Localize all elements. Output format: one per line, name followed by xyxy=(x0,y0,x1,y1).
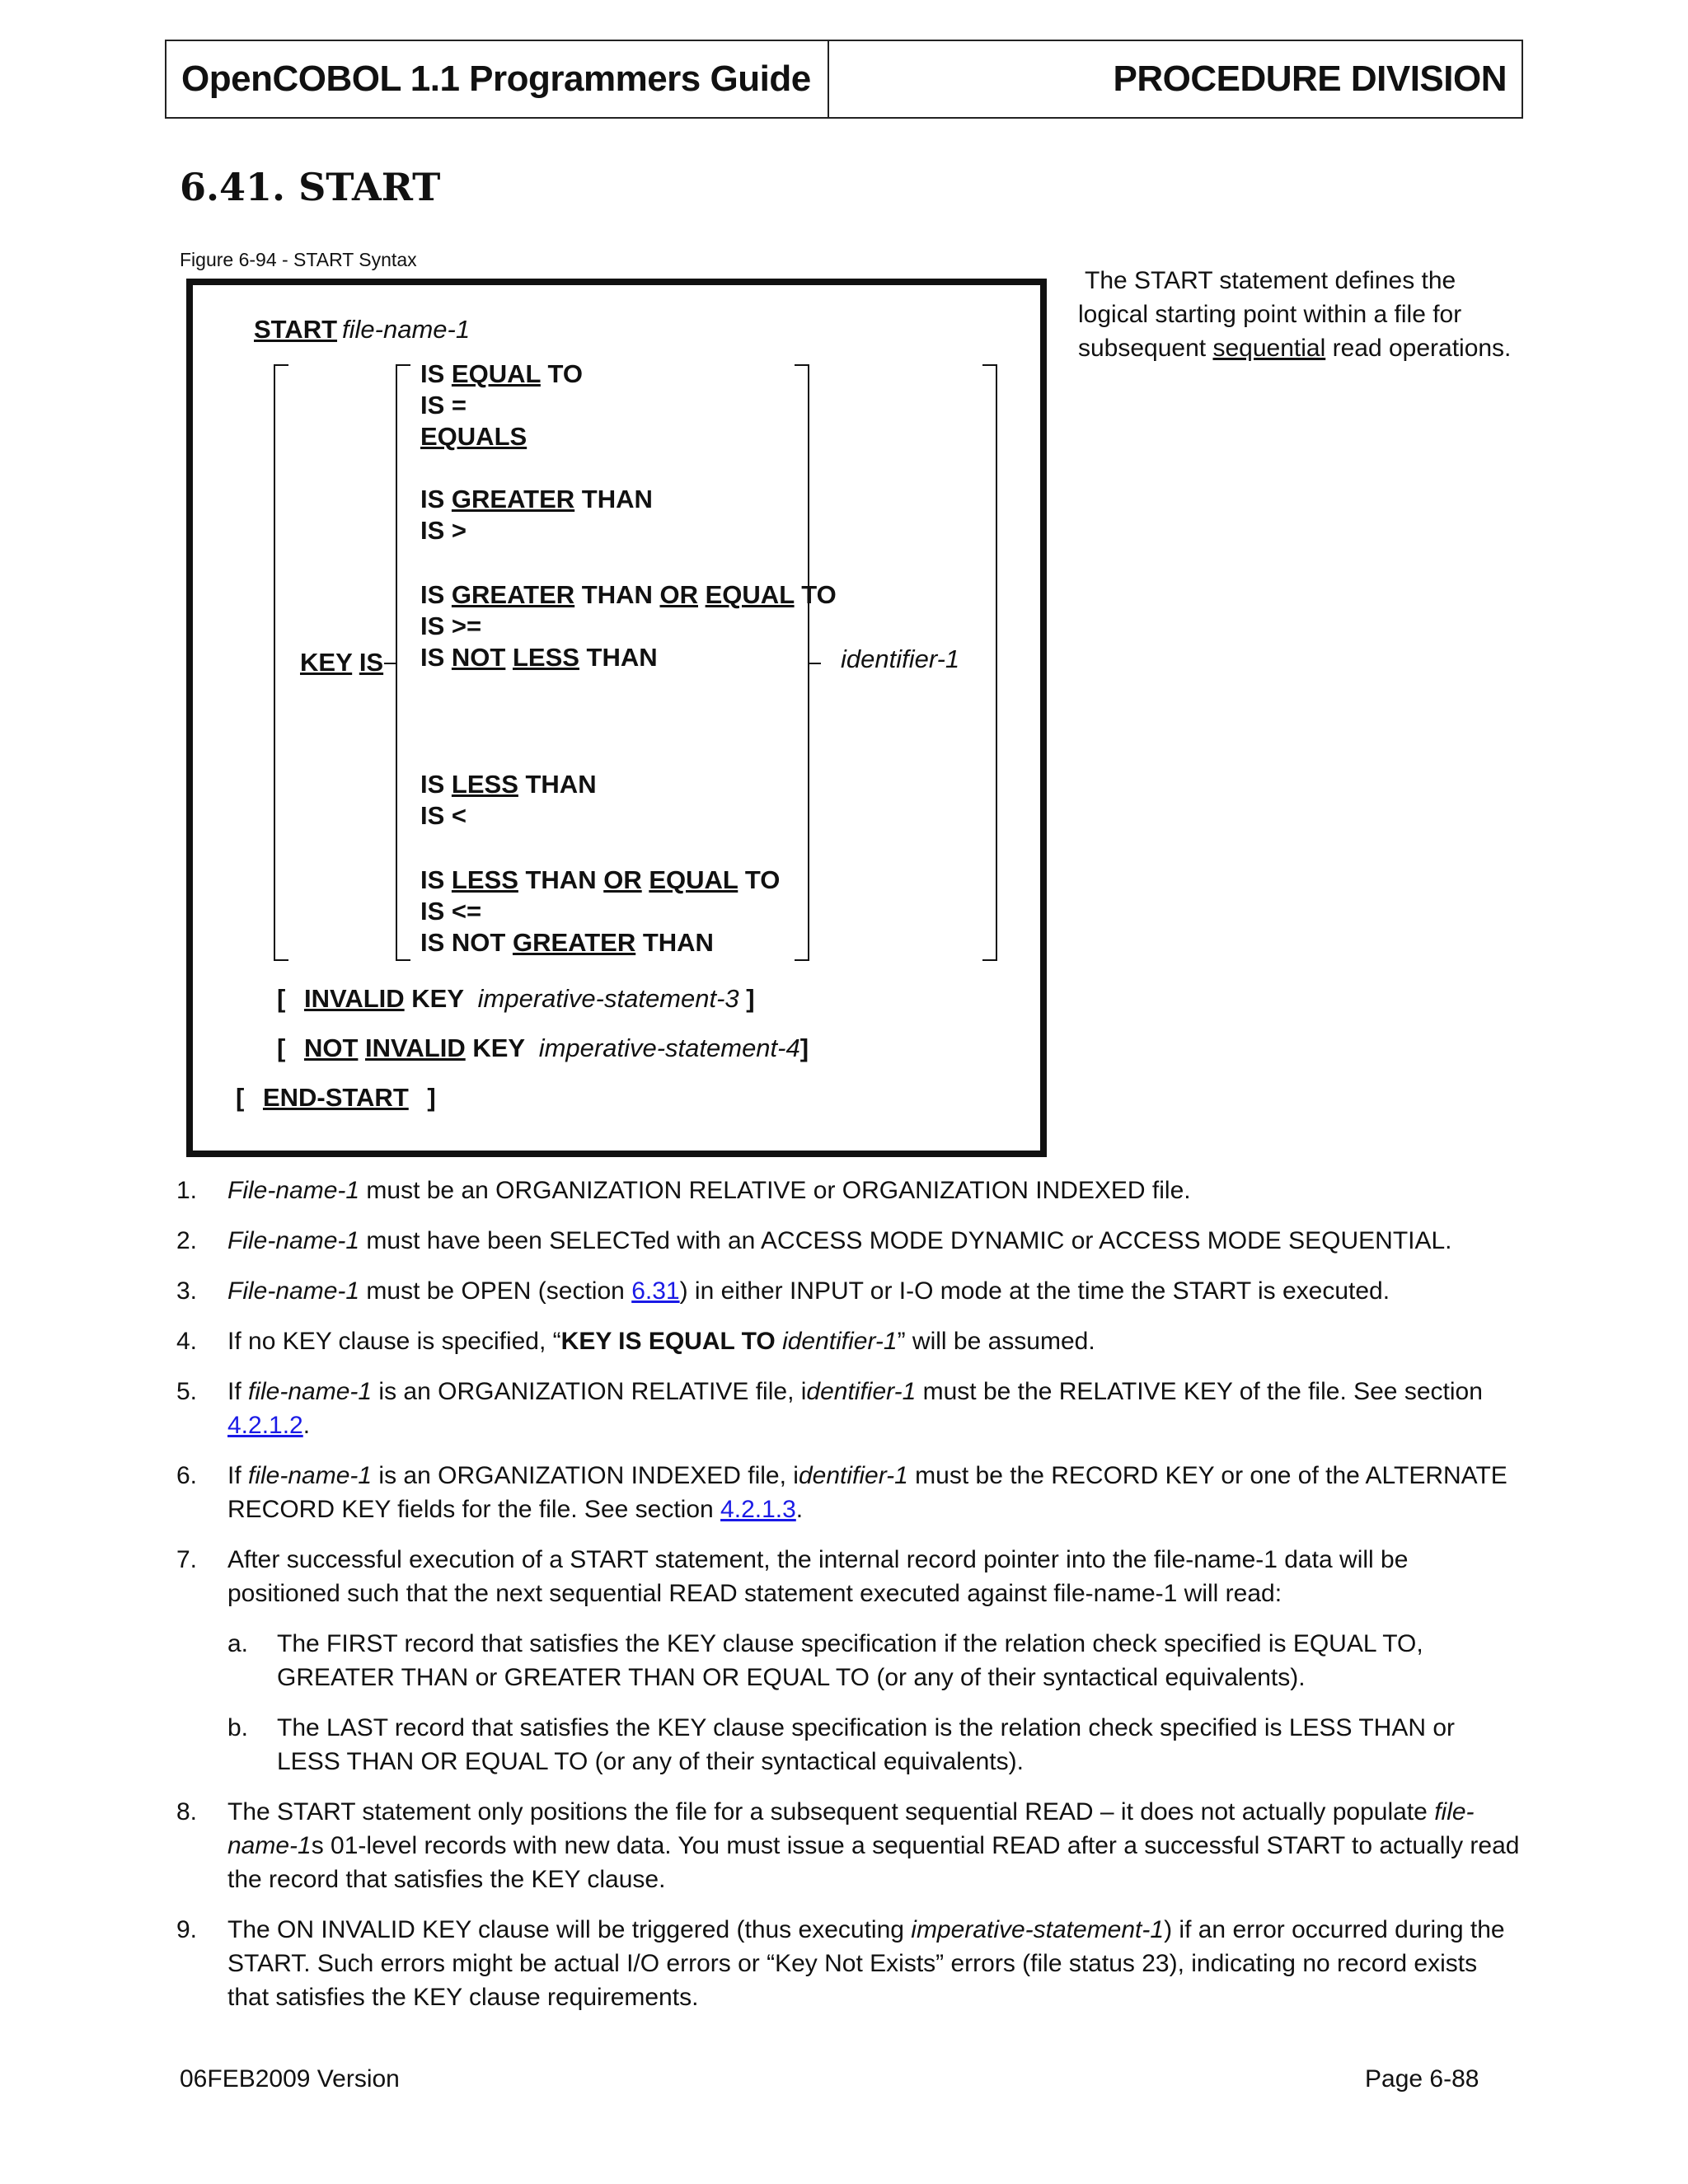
option-is-less-than: IS LESS THAN xyxy=(420,770,597,799)
option-is-greater-or-equal: IS GREATER THAN OR EQUAL TO xyxy=(420,580,837,609)
option-is-greater-than: IS GREATER THAN xyxy=(420,485,653,513)
not-keyword: NOT xyxy=(303,1033,359,1062)
rules-list xyxy=(176,1174,1520,2031)
sub-list-item: a. The FIRST record that satisfies the KEY clause specification if the relation check specified is EQUAL TO, GREATER THAN or GREATER THAN OR EQUAL TO (or any of their syntactical equivalents). xyxy=(227,1630,1423,1691)
syntax-diagram xyxy=(186,279,1047,1157)
imperative-statement-3: imperative-statement-3 xyxy=(477,984,739,1013)
section-link-6-31[interactable]: 6.31 xyxy=(631,1277,680,1305)
list-item: 2. File-name-1 must have been SELECTed with an ACCESS MODE DYNAMIC or ACCESS MODE SEQUENTIAL. xyxy=(176,1227,1452,1254)
page-header xyxy=(165,40,1523,119)
invalid-keyword: INVALID xyxy=(303,984,405,1013)
option-is-not-greater-than: IS NOT GREATER THAN xyxy=(420,928,714,957)
not-invalid-key-clause: [ NOT INVALID KEY imperative-statement-4] xyxy=(277,1033,809,1062)
option-is-less-equal-sign: IS <= xyxy=(420,897,482,926)
option-is-equal-sign: IS = xyxy=(420,391,467,419)
end-start-keyword: END-START xyxy=(262,1083,409,1112)
inner-left-brace-tick xyxy=(384,663,396,664)
list-item: 3. File-name-1 must be OPEN (section 6.31) in either INPUT or I-O mode at the time the START is executed. xyxy=(176,1277,1390,1305)
header-guide-title: OpenCOBOL 1.1 Programmers Guide xyxy=(166,41,829,117)
list-item: 9. The ON INVALID KEY clause will be triggered (thus executing imperative-statement-1) if an error occurred during the START. Such errors might be actual I/O errors or “Key Not Exists” errors (file status 23), indicating no record exists that satisfies the KEY clause requirements. xyxy=(176,1916,1505,2011)
key-word: KEY xyxy=(411,984,465,1013)
sub-list-item: b. The LAST record that satisfies the KEY clause specification is the relation check specified is LESS THAN or LESS THAN OR EQUAL TO (or any of their syntactical equivalents). xyxy=(227,1714,1456,1775)
option-equals: EQUALS xyxy=(420,422,528,451)
option-is-greater-equal-sign: IS >= xyxy=(420,612,482,640)
key-word-2: KEY xyxy=(472,1033,526,1062)
section-title: 6.41. START xyxy=(180,165,441,209)
section-link-4-2-1-3[interactable]: 4.2.1.3 xyxy=(720,1496,796,1523)
end-start-clause: [ END-START ] xyxy=(236,1083,436,1112)
list-item: 5. If file-name-1 is an ORGANIZATION RELATIVE file, identifier-1 must be the RELATIVE KEY of the file. See section 4.2.1.2. xyxy=(176,1378,1483,1439)
start-keyword: START xyxy=(254,315,338,344)
section-link-4-2-1-2[interactable]: 4.2.1.2 xyxy=(227,1412,303,1439)
file-name-param: file-name-1 xyxy=(342,315,471,344)
outer-right-bracket xyxy=(982,364,997,961)
figure-caption: Figure 6-94 - START Syntax xyxy=(180,249,417,270)
invalid-key-clause: [ INVALID KEY imperative-statement-3 ] xyxy=(277,984,755,1013)
footer-page-number: Page 6-88 xyxy=(1365,2065,1479,2093)
option-is-greater-sign: IS > xyxy=(420,516,467,545)
syntax-start-line xyxy=(254,315,470,344)
key-keyword: KEY xyxy=(300,648,353,677)
list-item: 8. The START statement only positions the file for a subsequent sequential READ – it does not actually populate file-name-1s 01-level records with new data. You must issue a sequential READ after a successful START to actually read the record that satisfies the KEY clause. xyxy=(176,1798,1520,1893)
option-is-equal-to: IS EQUAL TO xyxy=(420,359,583,388)
list-item: 7. After successful execution of a START statement, the internal record pointer into the file-name-1 data will be positioned such that the next sequential READ statement executed against file-name-1 will read: a. The FIRST record that satisfies the KEY clause specification if the relation check specified is EQUAL TO, GREATER THAN or GREATER THAN OR EQUAL TO (or any of their syntactical equivalents). b. The LAST record that satisfies the KEY clause specification is the relation check specified is LESS THAN or LESS THAN OR EQUAL TO (or any of their syntactical equivalents). xyxy=(176,1543,1520,1779)
sequential-word: sequential xyxy=(1212,335,1326,362)
list-item: 4. If no KEY clause is specified, “KEY IS EQUAL TO identifier-1” will be assumed. xyxy=(176,1328,1095,1355)
list-item: 1. File-name-1 must be an ORGANIZATION RELATIVE or ORGANIZATION INDEXED file. xyxy=(176,1177,1191,1204)
option-is-less-sign: IS < xyxy=(420,801,467,830)
imperative-statement-4: imperative-statement-4 xyxy=(538,1033,800,1062)
inner-right-brace xyxy=(795,364,809,961)
is-keyword: IS xyxy=(359,648,384,677)
inner-left-brace xyxy=(396,364,410,961)
list-item: 6. If file-name-1 is an ORGANIZATION INDEXED file, identifier-1 must be the RECORD KEY or one of the ALTERNATE RECORD KEY fields for the file. See section 4.2.1.3. xyxy=(176,1462,1507,1523)
invalid-keyword-2: INVALID xyxy=(365,1033,466,1062)
side-description: The START statement defines the logical starting point within a file for subsequent sequential read operations. xyxy=(1078,267,1512,362)
identifier-param: identifier-1 xyxy=(841,644,960,673)
header-division-title: PROCEDURE DIVISION xyxy=(1113,59,1507,99)
footer-version: 06FEB2009 Version xyxy=(180,2065,400,2093)
key-is-label xyxy=(300,648,383,677)
option-is-not-less-than: IS NOT LESS THAN xyxy=(420,643,658,672)
inner-right-brace-tick xyxy=(809,663,821,664)
option-is-less-or-equal: IS LESS THAN OR EQUAL TO xyxy=(420,865,781,894)
outer-left-bracket xyxy=(274,364,288,961)
